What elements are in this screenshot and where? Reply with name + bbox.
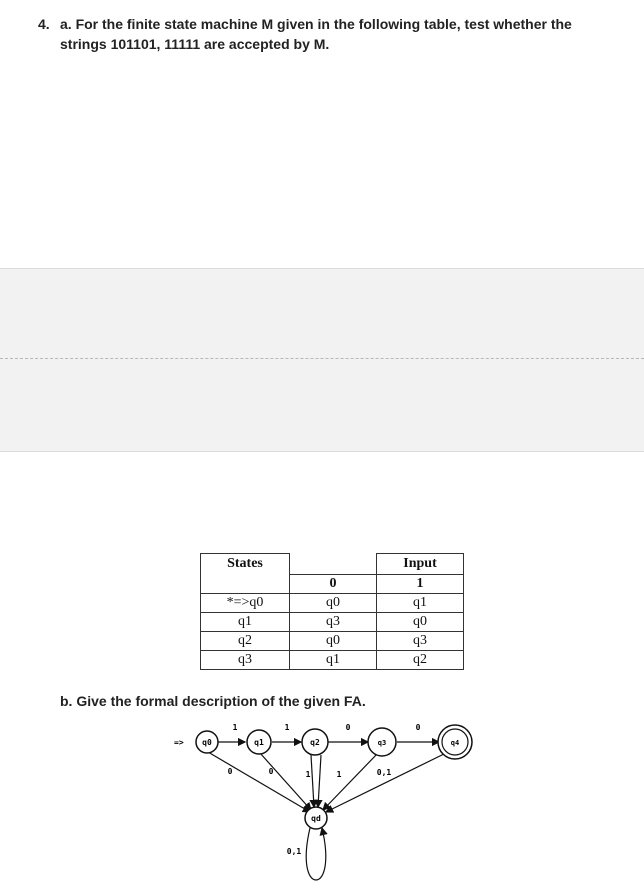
svg-text:qd: qd (311, 814, 321, 823)
svg-text:q2: q2 (310, 738, 320, 747)
state-cell: q2 (201, 632, 290, 651)
edge-q2-qd-b (318, 755, 321, 807)
input-header: Input (377, 554, 464, 575)
qd-self-loop (306, 828, 326, 880)
next-on-1: q2 (377, 651, 464, 670)
state-q3 (368, 728, 396, 756)
label-q1-q2: 1 (284, 723, 290, 732)
edge-q1-qd (260, 753, 311, 810)
table-row (201, 651, 464, 670)
input-0-header: 0 (290, 575, 377, 594)
next-on-0: q3 (290, 613, 377, 632)
svg-text:q3: q3 (377, 739, 387, 747)
svg-text:q4: q4 (450, 739, 460, 747)
fa-diagram (0, 712, 644, 890)
state-q0 (196, 731, 218, 753)
next-on-0: q1 (290, 651, 377, 670)
header-spacer (290, 554, 377, 575)
state-cell: q1 (201, 613, 290, 632)
input-1-header: 1 (377, 575, 464, 594)
table-row (201, 632, 464, 651)
states-header-lower (201, 575, 290, 594)
state-cell: q3 (201, 651, 290, 670)
next-on-0: q0 (290, 632, 377, 651)
question-text: a. For the finite state machine M given in the following table, test whether the strings 101101, 11111 are accepted by M. (60, 16, 572, 52)
part-b-question: b. Give the formal description of the given FA. (60, 693, 366, 709)
next-on-1: q0 (377, 613, 464, 632)
question-number: 4. (38, 16, 50, 32)
next-on-0: q0 (290, 594, 377, 613)
edge-q4-qd (326, 752, 448, 812)
next-on-1: q1 (377, 594, 464, 613)
transition-table (200, 553, 464, 670)
label-qd-loop: 0,1 (286, 847, 302, 856)
page-divider (0, 358, 644, 359)
state-q4-accepting (438, 725, 472, 759)
table-row (201, 613, 464, 632)
edge-q2-qd-a (311, 755, 314, 807)
state-qd (305, 807, 327, 829)
edge-q0-qd (208, 752, 310, 812)
label-q3-qd: 0,1 (376, 768, 392, 777)
table-row (201, 594, 464, 613)
state-q1 (247, 730, 271, 754)
next-on-1: q3 (377, 632, 464, 651)
svg-text:q0: q0 (202, 738, 212, 747)
label-q2-qd-b: 1 (336, 770, 342, 779)
label-q0-q1: 1 (232, 723, 238, 732)
label-q2-qd-a: 1 (305, 770, 311, 779)
start-arrow: => (174, 738, 184, 747)
label-q2-q3: 0 (345, 723, 351, 732)
state-q2 (302, 729, 328, 755)
edge-q3-qd (323, 753, 378, 810)
label-q1-qd: 0 (268, 767, 274, 776)
answer-area[interactable] (0, 268, 644, 452)
svg-text:q1: q1 (254, 738, 264, 747)
label-q3-q4: 0 (415, 723, 421, 732)
state-cell: *=>q0 (201, 594, 290, 613)
states-header: States (201, 554, 290, 575)
label-q0-qd: 0 (227, 767, 233, 776)
